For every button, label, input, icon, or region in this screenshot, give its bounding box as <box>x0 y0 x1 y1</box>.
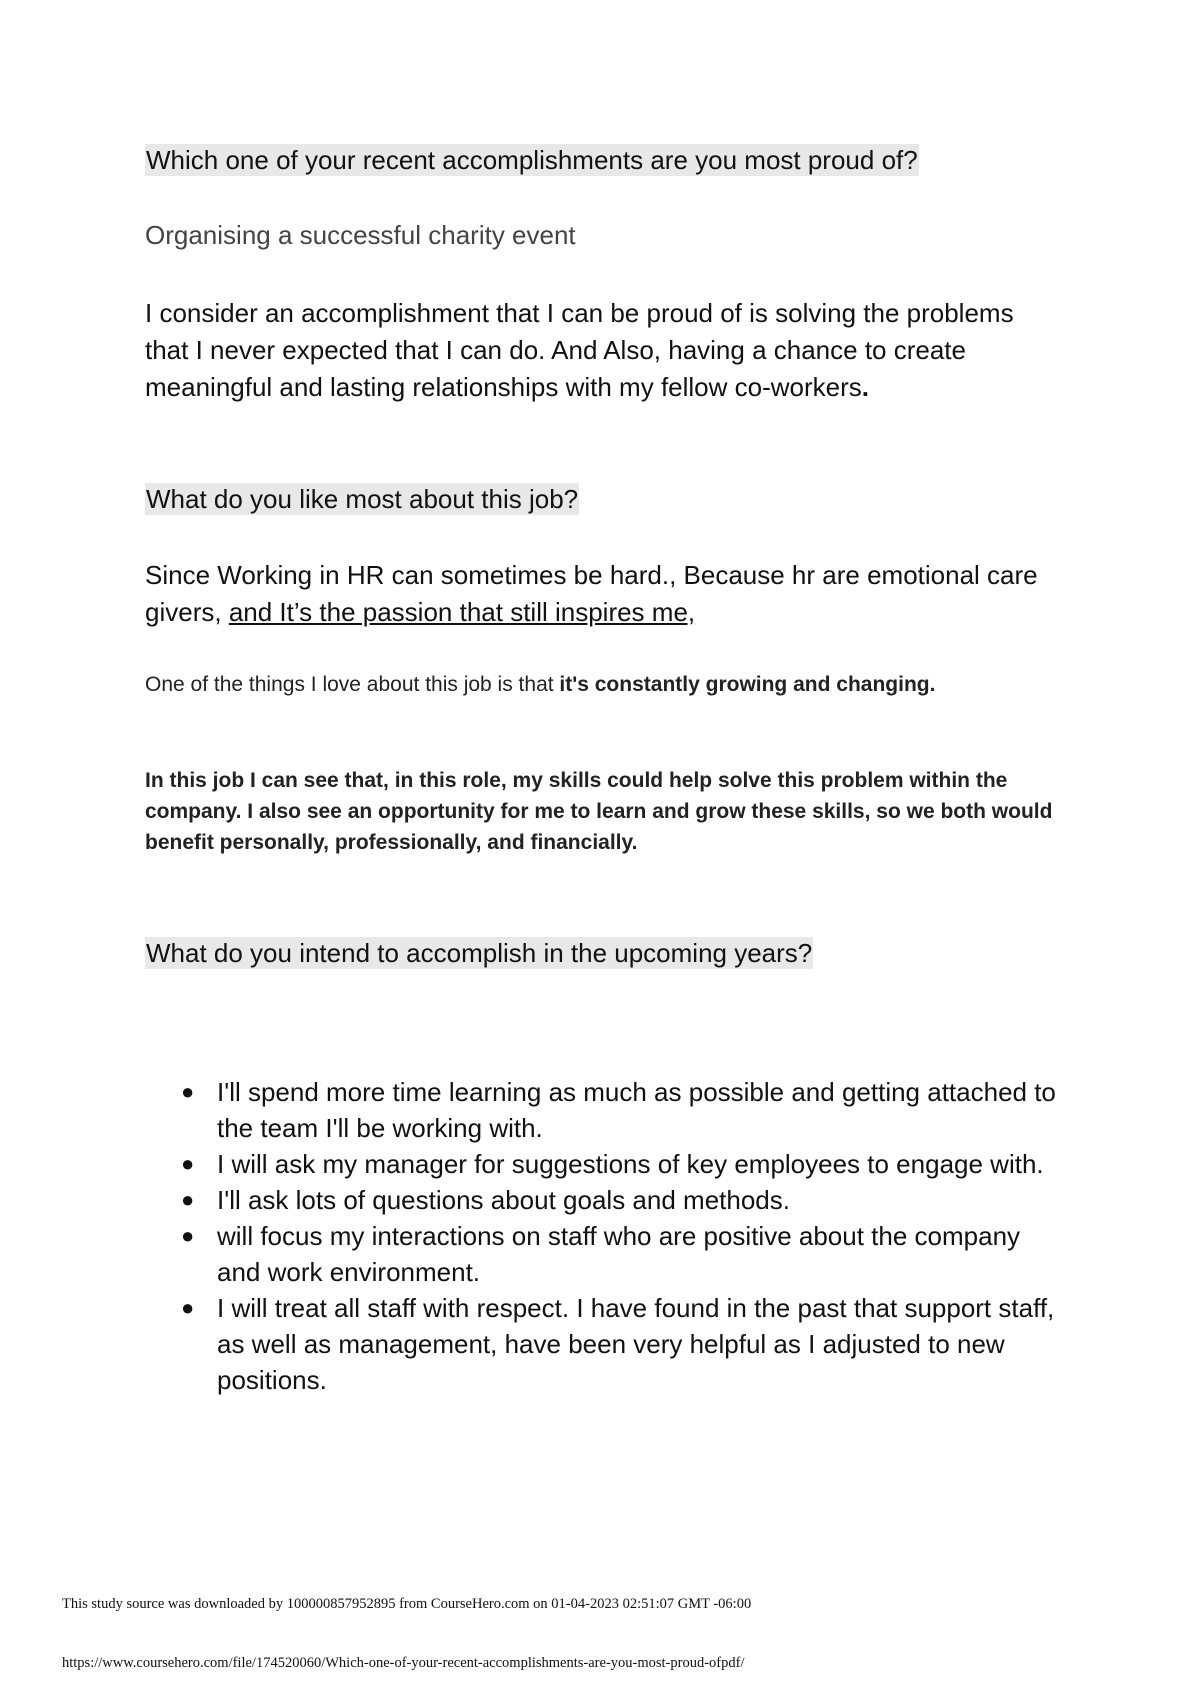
question-1-heading: Which one of your recent accomplishments are you most proud of? <box>146 145 918 175</box>
accomplishment-subtitle: Organising a successful charity event <box>145 220 576 250</box>
accomplishment-answer-period: . <box>861 372 869 402</box>
question-2-block <box>145 482 1055 516</box>
job-likes-para2-bold: it's constantly growing and changing. <box>559 673 936 696</box>
job-likes-paragraph-2 <box>145 669 1055 700</box>
list-item <box>181 1182 1061 1218</box>
list-item-text: I will ask my manager for suggestions of key employees to engage with. <box>217 1149 1044 1179</box>
list-item <box>181 1290 1061 1398</box>
list-item <box>181 1146 1061 1182</box>
bullet-icon: ● <box>181 1223 195 1248</box>
question-3-heading: What do you intend to accomplish in the upcoming years? <box>146 938 813 968</box>
bullet-icon: ● <box>181 1079 195 1104</box>
goals-list <box>181 1074 1061 1398</box>
job-likes-paragraph-3: In this job I can see that, in this role, my skills could help solve this problem within the company. I also see an opportunity for me to learn and grow these skills, so we both would benefit personally, professionally, and financially. <box>145 769 1053 854</box>
bullet-icon: ● <box>181 1295 195 1320</box>
job-likes-para2-text: One of the things I love about this job is that <box>145 673 560 696</box>
list-item-text: I'll ask lots of questions about goals and methods. <box>217 1185 790 1215</box>
list-item-text: will focus my interactions on staff who are positive about the company and work environment. <box>217 1221 1021 1287</box>
list-item-text: I'll spend more time learning as much as possible and getting attached to the team I'll be working with. <box>217 1077 1056 1143</box>
bullet-icon: ● <box>181 1151 195 1176</box>
source-url-link[interactable]: https://www.coursehero.com/file/174520060/Which-one-of-your-recent-accomplishments-are-you-most-proud-ofpdf/ <box>62 1655 745 1671</box>
list-item <box>181 1074 1061 1146</box>
question-1-block <box>145 143 1055 177</box>
list-item-text: I will treat all staff with respect. I have found in the past that support staff, as well as management, have been very helpful as I adjusted to new positions. <box>217 1293 1055 1395</box>
job-likes-answer-underlined: and It’s the passion that still inspires me, <box>228 597 696 627</box>
download-source-line: This study source was downloaded by 100000857952895 from CourseHero.com on 01-04-2023 02:51:07 GMT -06:00 <box>62 1596 752 1612</box>
accomplishment-answer <box>145 295 1055 406</box>
bullet-icon: ● <box>181 1187 195 1212</box>
question-3-block <box>145 936 1055 970</box>
list-item <box>181 1218 1061 1290</box>
job-likes-answer-text: Since Working in HR can sometimes be hard., Because hr are emotional care givers, <box>145 560 1038 627</box>
question-2-heading: What do you like most about this job? <box>146 484 579 514</box>
job-likes-answer <box>145 557 1055 631</box>
accomplishment-answer-text: I consider an accomplishment that I can be proud of is solving the problems that I never expected that I can do. And Also, having a chance to create meaningful and lasting relationships with my fellow co-workers <box>145 298 1014 402</box>
